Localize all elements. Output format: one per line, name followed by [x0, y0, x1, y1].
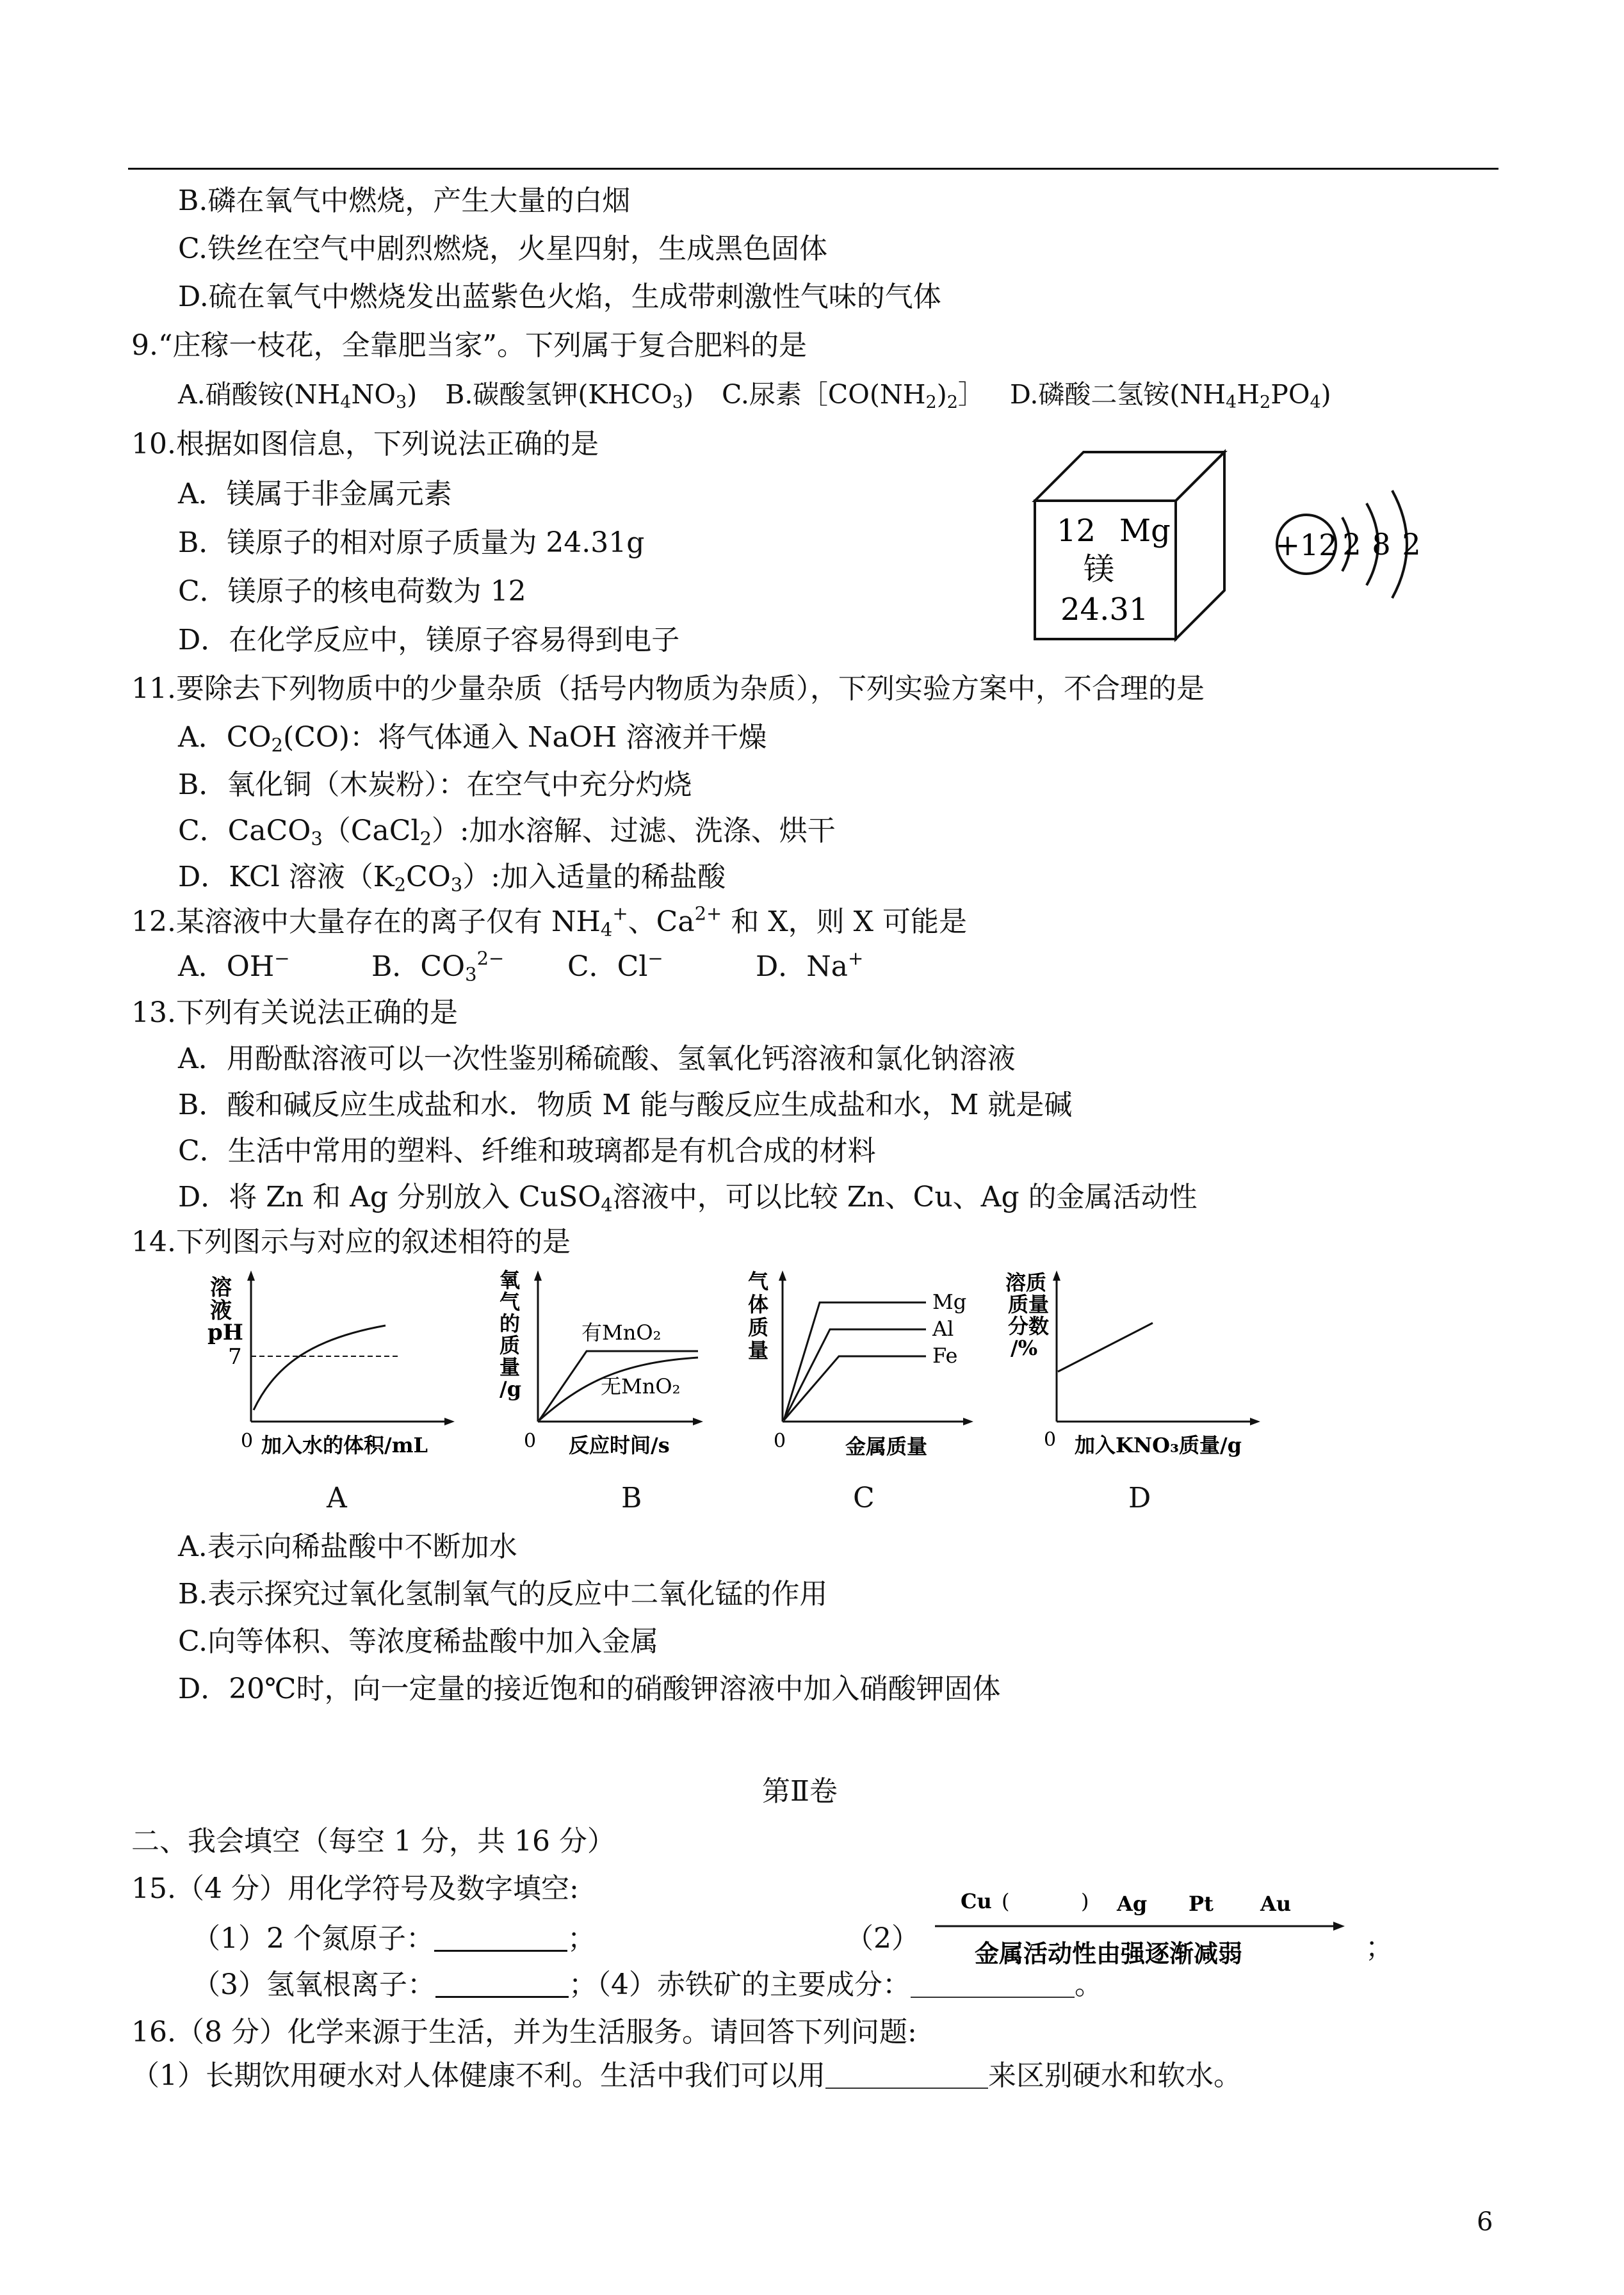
q9-option-d: D.磷酸二氢铵$(NH_4H_2PO_4)$ — [1009, 379, 1331, 412]
shell-2-electrons: 8 — [1372, 527, 1391, 562]
svg-text:(: ( — [1002, 1889, 1010, 1913]
svg-text:量: 量 — [748, 1338, 769, 1363]
graph-d — [1004, 1268, 1273, 1479]
q15-part1: （1）2 个氮原子： ； — [192, 1922, 596, 1955]
svg-text:溶质: 溶质 — [1005, 1270, 1047, 1295]
q8-option-d: D.硫在氧气中燃烧发出蓝紫色火焰，生成带刺激性气味的气体 — [178, 280, 941, 313]
q9-option-c: C.尿素$[CO(NH_2)_2]$ — [721, 379, 984, 412]
element-name: 镁 — [1084, 551, 1115, 587]
q12-option-c: C．Cl− — [567, 947, 663, 983]
svg-text:的: 的 — [499, 1311, 521, 1336]
graph-a-label: A — [327, 1482, 347, 1514]
q10-stem: 10.根据如图信息，下列说法正确的是 — [131, 428, 599, 460]
series-cu: Cu — [961, 1889, 992, 1913]
graph-c — [736, 1268, 980, 1479]
q11-stem: 11.要除去下列物质中的少量杂质（括号内物质为杂质），下列实验方案中，不合理的是 — [131, 672, 1205, 705]
q12-option-a: A．OH− — [178, 947, 290, 983]
series-ag: Ag — [1117, 1892, 1148, 1916]
graph-b — [492, 1268, 710, 1479]
shell-1-electrons: 2 — [1342, 527, 1361, 562]
q15-part2-label: （2） — [845, 1922, 920, 1955]
graph-d-xlabel: 加入KNO₃质量/g — [1075, 1433, 1242, 1457]
q13-option-c: C．生活中常用的塑料、纤维和玻璃都是有机合成的材料 — [178, 1135, 876, 1167]
q9-option-a: A.硝酸铵$(NH_4NO_3)$ — [178, 379, 418, 412]
element-mass: 24.31 — [1060, 592, 1149, 628]
q9-option-b: B.碳酸氢钾$(KHCO_3)$ — [445, 379, 694, 412]
q15-part3-4: （3）氢氧根离子： ；（4）赤铁矿的主要成分： 。 — [192, 1968, 1103, 2001]
q11-option-b: B．氧化铜（木炭粉）：在空气中充分灼烧 — [178, 768, 692, 801]
svg-text:量: 量 — [499, 1355, 521, 1379]
svg-text:): ) — [1081, 1889, 1089, 1913]
q14-option-a: A.表示向稀盐酸中不断加水 — [178, 1530, 517, 1563]
q11-option-d: D．KCl 溶液$(K_2CO_3)$:加入适量的稀盐酸 — [178, 861, 726, 896]
metal-activity-series — [935, 1885, 1358, 1975]
part2-heading: 二、我会填空（每空 1 分，共 16 分） — [131, 1825, 615, 1858]
q16-blank-1[interactable] — [825, 2062, 988, 2089]
nucleus-charge: +12 — [1275, 528, 1338, 562]
q15-blank-1[interactable] — [434, 1924, 567, 1952]
graph-c-label: C — [853, 1482, 875, 1514]
q14-option-c: C.向等体积、等浓度稀盐酸中加入金属 — [178, 1625, 659, 1658]
svg-text:分数: 分数 — [1008, 1314, 1050, 1338]
svg-text:0: 0 — [524, 1430, 537, 1452]
q8-option-b: B.磷在氧气中燃烧，产生大量的白烟 — [178, 184, 631, 217]
q13-option-a: A．用酚酞溶液可以一次性鉴别稀硫酸、氢氧化钙溶液和氯化钠溶液 — [178, 1042, 1016, 1075]
q15-stem: 15.（4 分）用化学符号及数字填空: — [131, 1872, 579, 1905]
svg-text:质: 质 — [748, 1315, 769, 1340]
svg-text:气: 气 — [499, 1290, 521, 1314]
graph-b-curve-with-catalyst: 有MnO₂ — [581, 1320, 662, 1345]
q16-stem: 16.（8 分）化学来源于生活，并为生活服务。请回答下列问题: — [131, 2016, 917, 2048]
svg-text:氧: 氧 — [499, 1268, 521, 1292]
graph-b-label: B — [621, 1482, 642, 1514]
q12-option-d: D．Na+ — [756, 947, 864, 983]
graph-a-xlabel: 加入水的体积/mL — [261, 1433, 428, 1457]
q12-option-b: B．$CO_3^{2-}$ — [371, 947, 505, 985]
series-pt: Pt — [1189, 1892, 1214, 1916]
q15-part2-end: ； — [1365, 1931, 1393, 1964]
svg-text:0: 0 — [1044, 1429, 1057, 1451]
graph-b-xlabel: 反应时间/s — [569, 1433, 670, 1457]
graph-c-series-al: Al — [932, 1317, 954, 1341]
page-number: 6 — [1477, 2207, 1493, 2237]
element-symbol: Mg — [1119, 513, 1171, 549]
svg-text:质: 质 — [499, 1333, 521, 1358]
svg-text:0: 0 — [774, 1430, 786, 1452]
element-number: 12 — [1057, 513, 1096, 549]
svg-text:/%: /% — [1011, 1336, 1038, 1360]
q16-part1: （1）长期饮用硬水对人体健康不利。生活中我们可以用 来区别硬水和软水。 — [131, 2059, 1242, 2092]
svg-text:体: 体 — [748, 1292, 769, 1317]
q11-option-a: A．$CO_2(CO)$：将气体通入 NaOH 溶液并干燥 — [178, 721, 767, 756]
graph-c-series-fe: Fe — [932, 1343, 958, 1368]
q14-option-d: D．20℃时，向一定量的接近饱和的硝酸钾溶液中加入硝酸钾固体 — [178, 1673, 1001, 1705]
q11-option-c: C．CaCO$_3$（CaCl$_2$）:加水溶解、过滤、洗涤、烘干 — [178, 815, 836, 850]
q10-option-d: D．在化学反应中，镁原子容易得到电子 — [178, 624, 680, 656]
mg-atom-diagram — [1268, 448, 1454, 602]
graph-b-curve-without-catalyst: 无MnO₂ — [601, 1374, 681, 1399]
section-title: 第Ⅱ卷 — [762, 1775, 838, 1808]
series-au: Au — [1260, 1892, 1292, 1916]
q9-options — [178, 375, 1331, 414]
graph-c-series-mg: Mg — [932, 1290, 967, 1314]
graph-a-ylabel-2: 液 — [210, 1298, 232, 1324]
svg-text:质量: 质量 — [1008, 1292, 1050, 1317]
q13-option-b: B．酸和碱反应生成盐和水．物质 M 能与酸反应生成盐和水，M 就是碱 — [178, 1089, 1073, 1121]
graph-a-ylabel-1: 溶 — [210, 1275, 232, 1301]
svg-text:气: 气 — [748, 1269, 769, 1293]
graph-a-origin: 0 — [241, 1430, 254, 1452]
mg-element-card — [1031, 448, 1242, 647]
q14-stem: 14.下列图示与对应的叙述相符的是 — [131, 1226, 571, 1258]
q10-option-b: B．镁原子的相对原子质量为 24.31g — [178, 526, 645, 559]
q13-option-d: D．将 Zn 和 Ag 分别放入 CuSO$_4$溶液中，可以比较 Zn、Cu、Ag 的金属活动性 — [178, 1181, 1198, 1216]
graph-a-tick-7: 7 — [228, 1344, 242, 1370]
svg-text:/g: /g — [499, 1377, 522, 1401]
q13-stem: 13.下列有关说法正确的是 — [131, 996, 458, 1029]
q14-option-b: B.表示探究过氧化氢制氧气的反应中二氧化锰的作用 — [178, 1578, 828, 1610]
q10-option-a: A．镁属于非金属元素 — [178, 478, 452, 510]
graph-a-ylabel-3: pH — [207, 1320, 243, 1345]
graph-a — [205, 1268, 461, 1479]
q9-stem: 9.“庄稼一枝花，全靠肥当家”。下列属于复合肥料的是 — [131, 329, 807, 362]
shell-3-electrons: 2 — [1402, 527, 1421, 562]
series-caption: 金属活动性由强逐渐减弱 — [975, 1939, 1243, 1968]
header-rule — [128, 168, 1498, 170]
graph-c-xlabel: 金属质量 — [845, 1434, 928, 1459]
q15-blank-3[interactable] — [435, 1970, 569, 1998]
q10-option-c: C．镁原子的核电荷数为 12 — [178, 575, 526, 608]
q12-stem: 12.某溶液中大量存在的离子仅有 $NH_4^+$、$Ca^{2+}$ 和 X，则 X 可能是 — [131, 902, 967, 941]
q8-option-c: C.铁丝在空气中剧烈燃烧，火星四射，生成黑色固体 — [178, 232, 828, 265]
q15-blank-4[interactable] — [911, 1971, 1075, 1998]
graph-d-label: D — [1128, 1482, 1151, 1514]
